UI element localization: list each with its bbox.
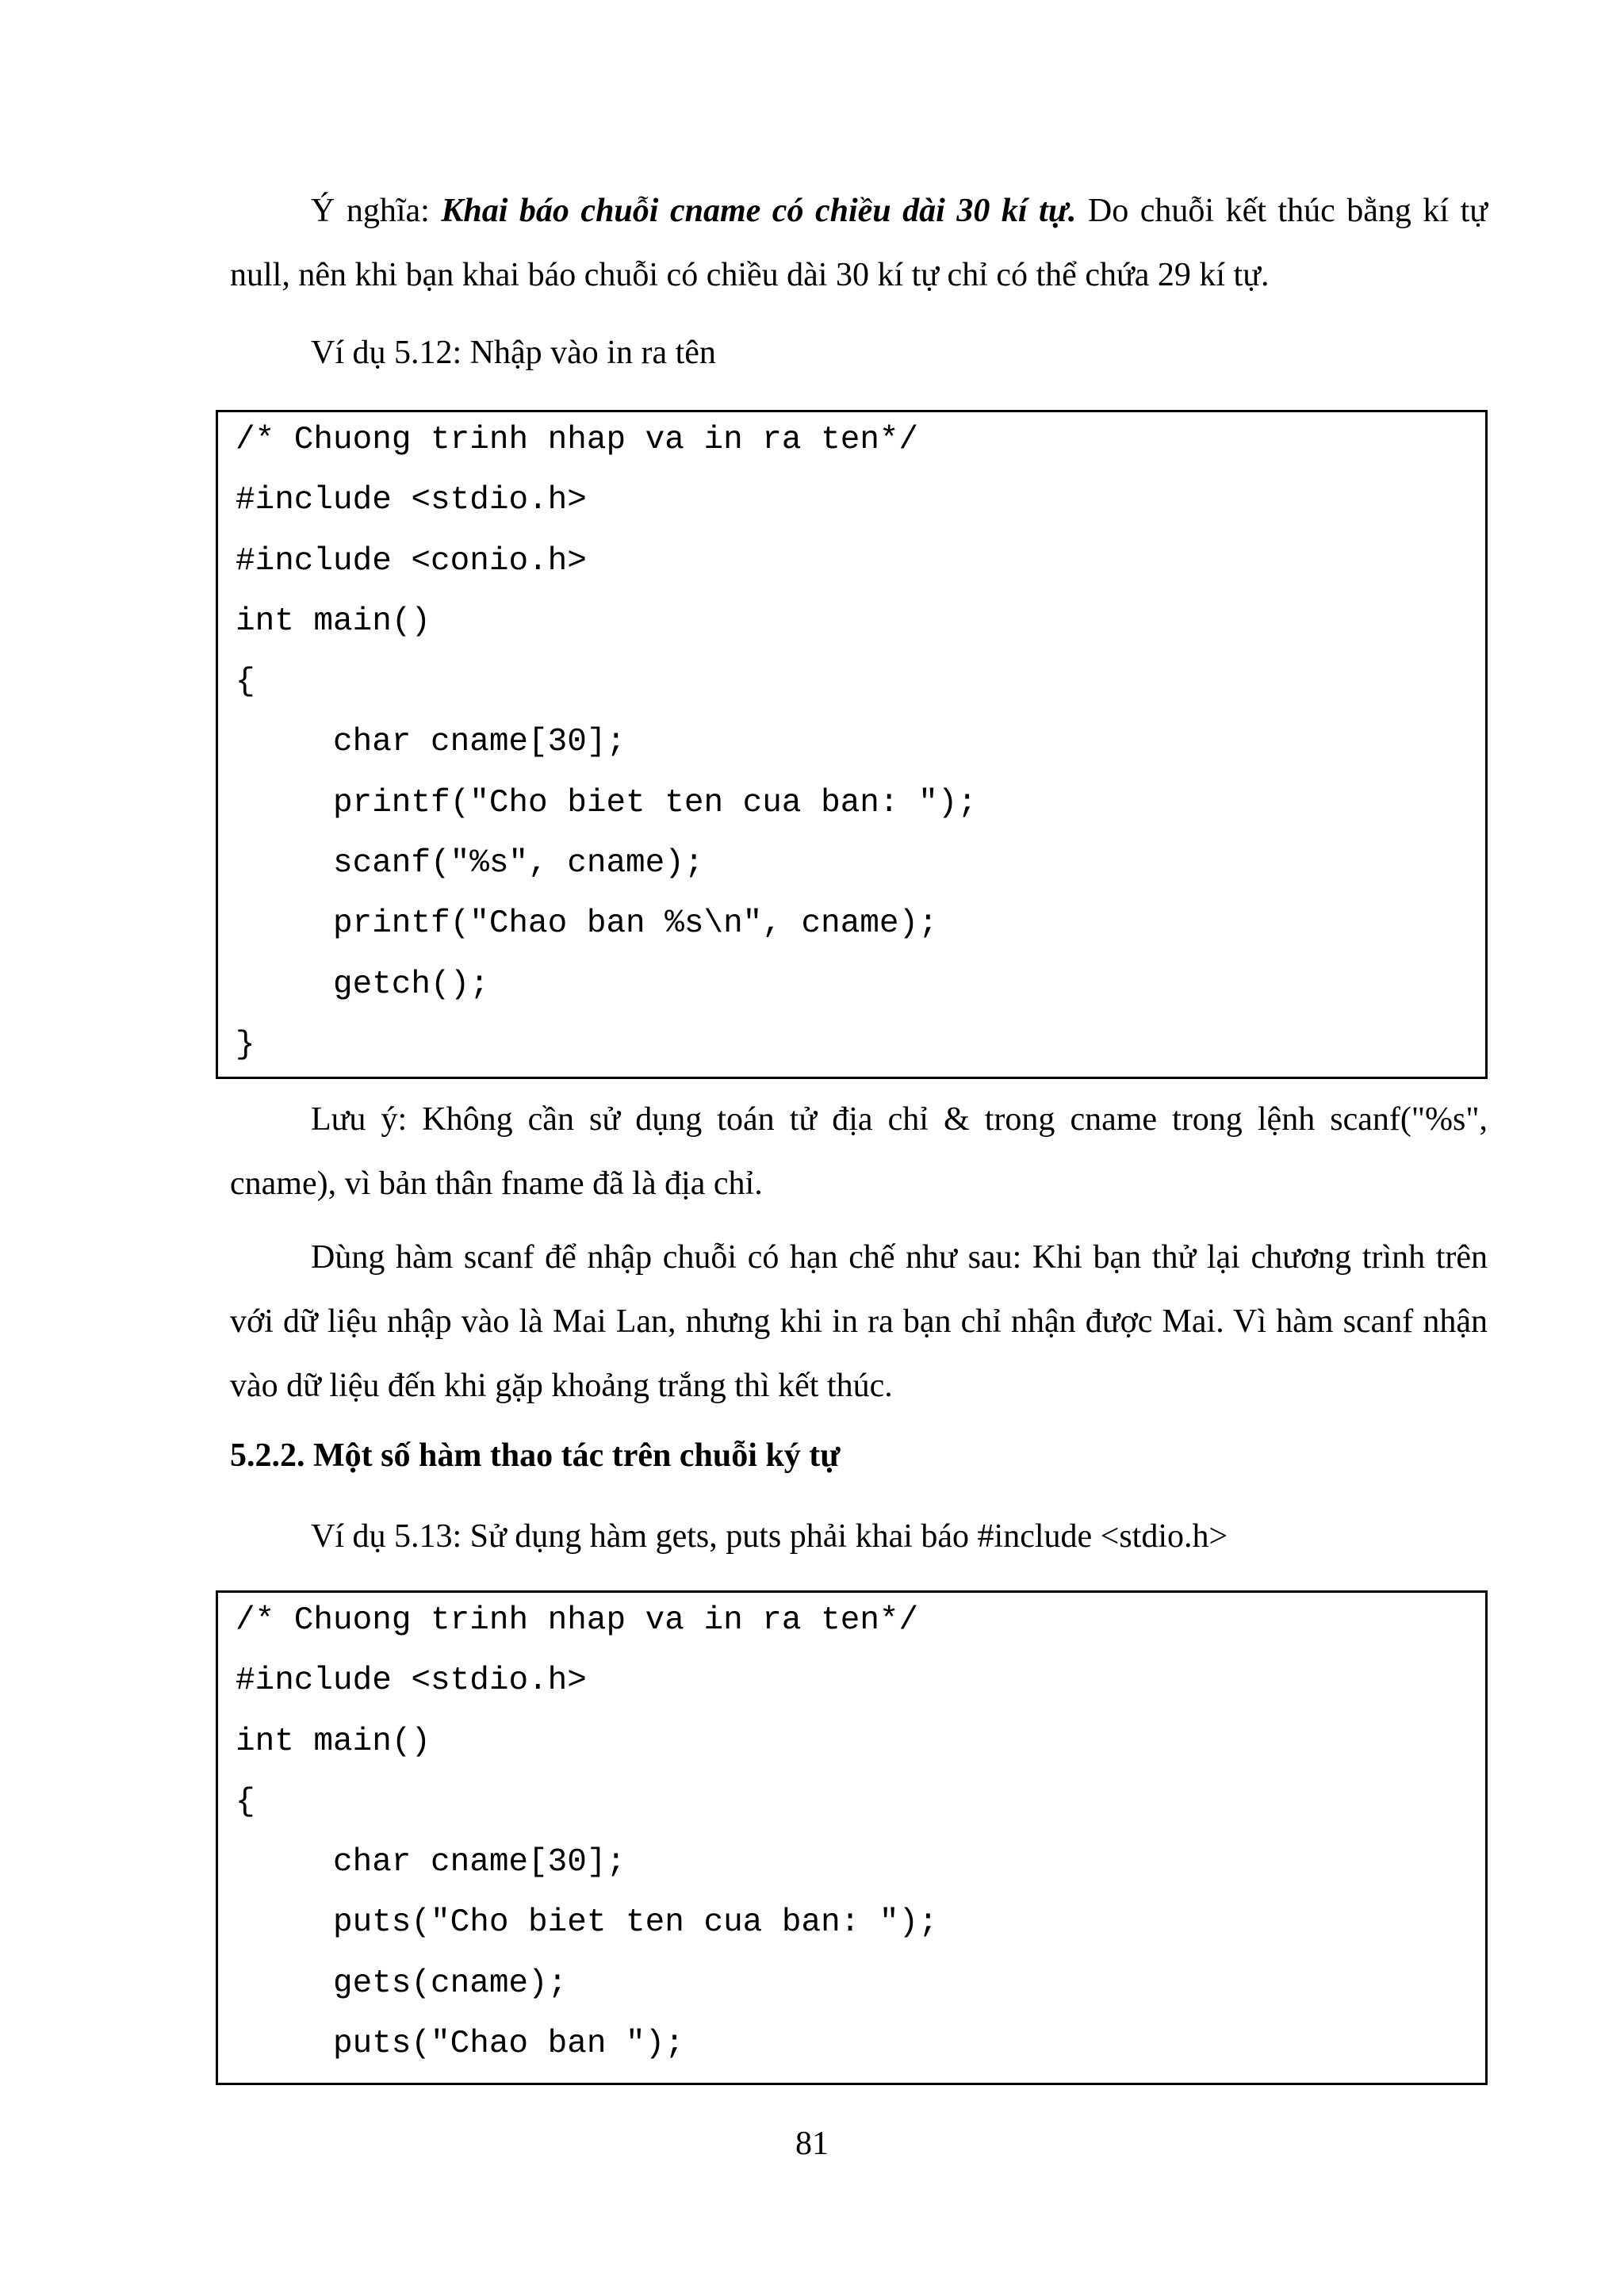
code-line: scanf("%s", cname); (333, 845, 704, 882)
code-line: { (236, 1783, 255, 1820)
meaning-emphasis: Khai báo chuỗi cname có chiều dài 30 kí tự. (441, 193, 1077, 229)
meaning-lead: Ý nghĩa: (311, 193, 442, 229)
code-line: /* Chuong trinh nhap va in ra ten*/ (236, 1602, 919, 1639)
page-number: 81 (795, 2126, 829, 2162)
code-line: /* Chuong trinh nhap va in ra ten*/ (236, 422, 919, 458)
code-line: #include <conio.h> (236, 542, 587, 580)
code-line: char cname[30]; (333, 724, 626, 761)
code-line: gets(cname); (333, 1965, 568, 2002)
scanf-limitation-paragraph: Dùng hàm scanf để nhập chuỗi có hạn chế như sau: Khi bạn thử lại chương trình trên với dữ liệu nhập vào là Mai Lan, nhưng khi in ra bạn chỉ nhận được Mai. Vì hàm scanf nhận vào dữ liệu đến khi gặp khoảng trắng thì kết thúc. (230, 1239, 1488, 1404)
example-5-13-caption: Ví dụ 5.13: Sử dụng hàm gets, puts phải khai báo #include <stdio.h> (311, 1518, 1228, 1555)
code-line: char cname[30]; (333, 1844, 626, 1881)
code-line: int main() (236, 603, 431, 640)
code-line: puts("Cho biet ten cua ban: "); (333, 1904, 938, 1942)
code-block-example-5-13 (216, 1590, 1488, 2085)
code-line: { (236, 664, 255, 701)
code-line: printf("Cho biet ten cua ban: "); (333, 784, 977, 821)
code-line: int main() (236, 1723, 431, 1760)
code-line: } (236, 1026, 255, 1063)
code-line: puts("Chao ban "); (333, 2026, 684, 2063)
meaning-paragraph (230, 179, 1488, 308)
code-line: #include <stdio.h> (236, 482, 587, 519)
code-line: getch(); (333, 966, 489, 1003)
note-paragraph: Lưu ý: Không cần sử dụng toán tử địa chỉ & trong cname trong lệnh scanf("%s", cname), vì bản thân fname đã là địa chỉ. (230, 1101, 1488, 1202)
section-heading: 5.2.2. Một số hàm thao tác trên chuỗi ký tự (230, 1437, 841, 1474)
example-5-12-caption: Ví dụ 5.12: Nhập vào in ra tên (311, 335, 716, 371)
code-block-example-5-12 (216, 410, 1488, 1079)
code-line: printf("Chao ban %s\n", cname); (333, 905, 938, 943)
code-line: #include <stdio.h> (236, 1663, 587, 1700)
meaning-rest: Do chuỗi kết thúc bằng kí tự null, nên khi bạn khai báo chuỗi có chiều dài 30 kí tự chỉ có thể chứa 29 kí tự. (230, 193, 1488, 293)
